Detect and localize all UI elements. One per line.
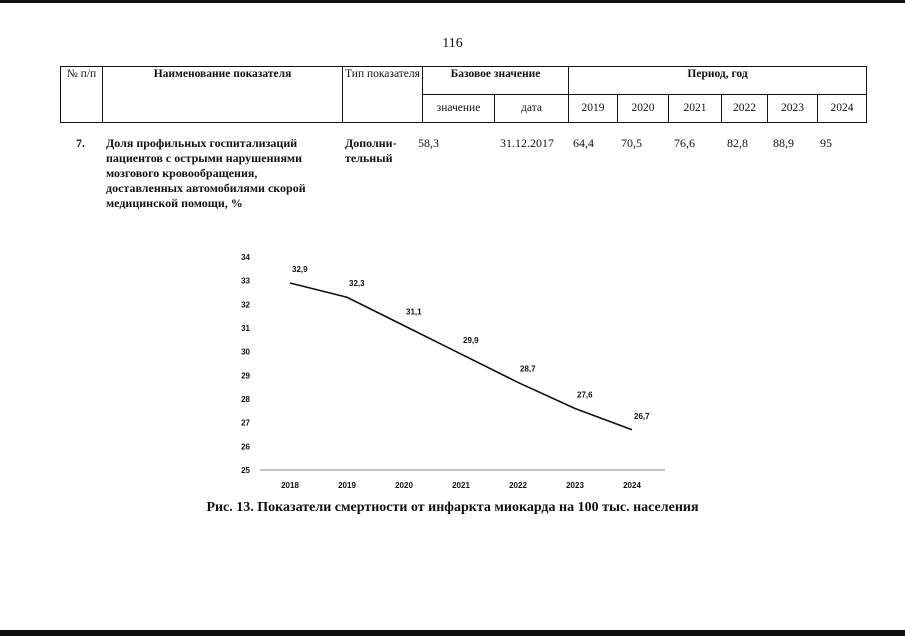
header-year: 2019 xyxy=(569,95,618,123)
row-value: 70,5 xyxy=(621,136,642,150)
header-base: Базовое значение xyxy=(423,67,569,95)
header-num: № п/п xyxy=(61,67,103,123)
data-label: 29,9 xyxy=(463,336,479,346)
x-tick-label: 2022 xyxy=(509,481,527,490)
indicator-table-header xyxy=(60,66,867,123)
y-tick-label: 28 xyxy=(241,395,250,404)
x-tick-label: 2019 xyxy=(338,481,356,490)
header-year: 2023 xyxy=(768,95,818,123)
y-tick-label: 27 xyxy=(241,418,250,428)
row-value: 82,8 xyxy=(727,136,748,150)
x-tick-label: 2021 xyxy=(452,481,470,490)
data-label: 26,7 xyxy=(634,411,650,421)
data-label: 28,7 xyxy=(520,364,536,374)
mortality-line-chart xyxy=(230,248,680,498)
y-tick-label: 31 xyxy=(241,324,250,333)
row-base-date: 31.12.2017 xyxy=(500,136,554,150)
header-year: 2021 xyxy=(669,95,722,123)
x-tick-label: 2023 xyxy=(566,481,584,490)
row-number: 7. xyxy=(76,136,85,150)
row-name: Доля профильных госпитализаций пациентов с острыми нарушениями мозгового кровообращения, доставленных автомобилями скорой медицинской помощи, % xyxy=(106,136,306,210)
y-tick-label: 26 xyxy=(241,442,250,452)
data-label: 32,9 xyxy=(292,265,308,275)
row-value: 95 xyxy=(820,136,832,150)
y-tick-label: 34 xyxy=(241,253,250,262)
data-label: 32,3 xyxy=(349,279,365,289)
y-tick-label: 29 xyxy=(241,371,250,381)
x-tick-label: 2020 xyxy=(395,481,413,490)
row-value: 64,4 xyxy=(573,136,594,150)
figure-caption: Рис. 13. Показатели смертности от инфаркта миокарда на 100 тыс. населения xyxy=(206,500,699,515)
header-year: 2024 xyxy=(818,95,867,123)
row-value: 76,6 xyxy=(674,136,695,150)
header-name: Наименование показателя xyxy=(103,67,343,123)
page-number: 116 xyxy=(442,36,463,51)
header-type: Тип показателя xyxy=(343,67,423,123)
x-tick-label: 2024 xyxy=(623,481,641,490)
top-rule xyxy=(0,0,905,3)
header-year: 2022 xyxy=(722,95,768,123)
row-base-value: 58,3 xyxy=(418,136,439,150)
bottom-rule xyxy=(0,630,905,636)
y-tick-label: 30 xyxy=(241,347,250,357)
x-tick-label: 2018 xyxy=(281,481,299,490)
data-label: 31,1 xyxy=(406,307,422,317)
header-base-date: дата xyxy=(495,95,569,123)
series-line xyxy=(290,283,632,430)
y-tick-label: 32 xyxy=(241,300,250,310)
header-base-value: значение xyxy=(423,95,495,123)
row-value: 88,9 xyxy=(773,136,794,150)
header-period: Период, год xyxy=(569,67,867,95)
y-tick-label: 25 xyxy=(241,466,250,475)
data-label: 27,6 xyxy=(577,390,593,400)
y-tick-label: 33 xyxy=(241,276,250,286)
header-year: 2020 xyxy=(618,95,669,123)
row-type: Дополни-тельный xyxy=(345,136,397,165)
